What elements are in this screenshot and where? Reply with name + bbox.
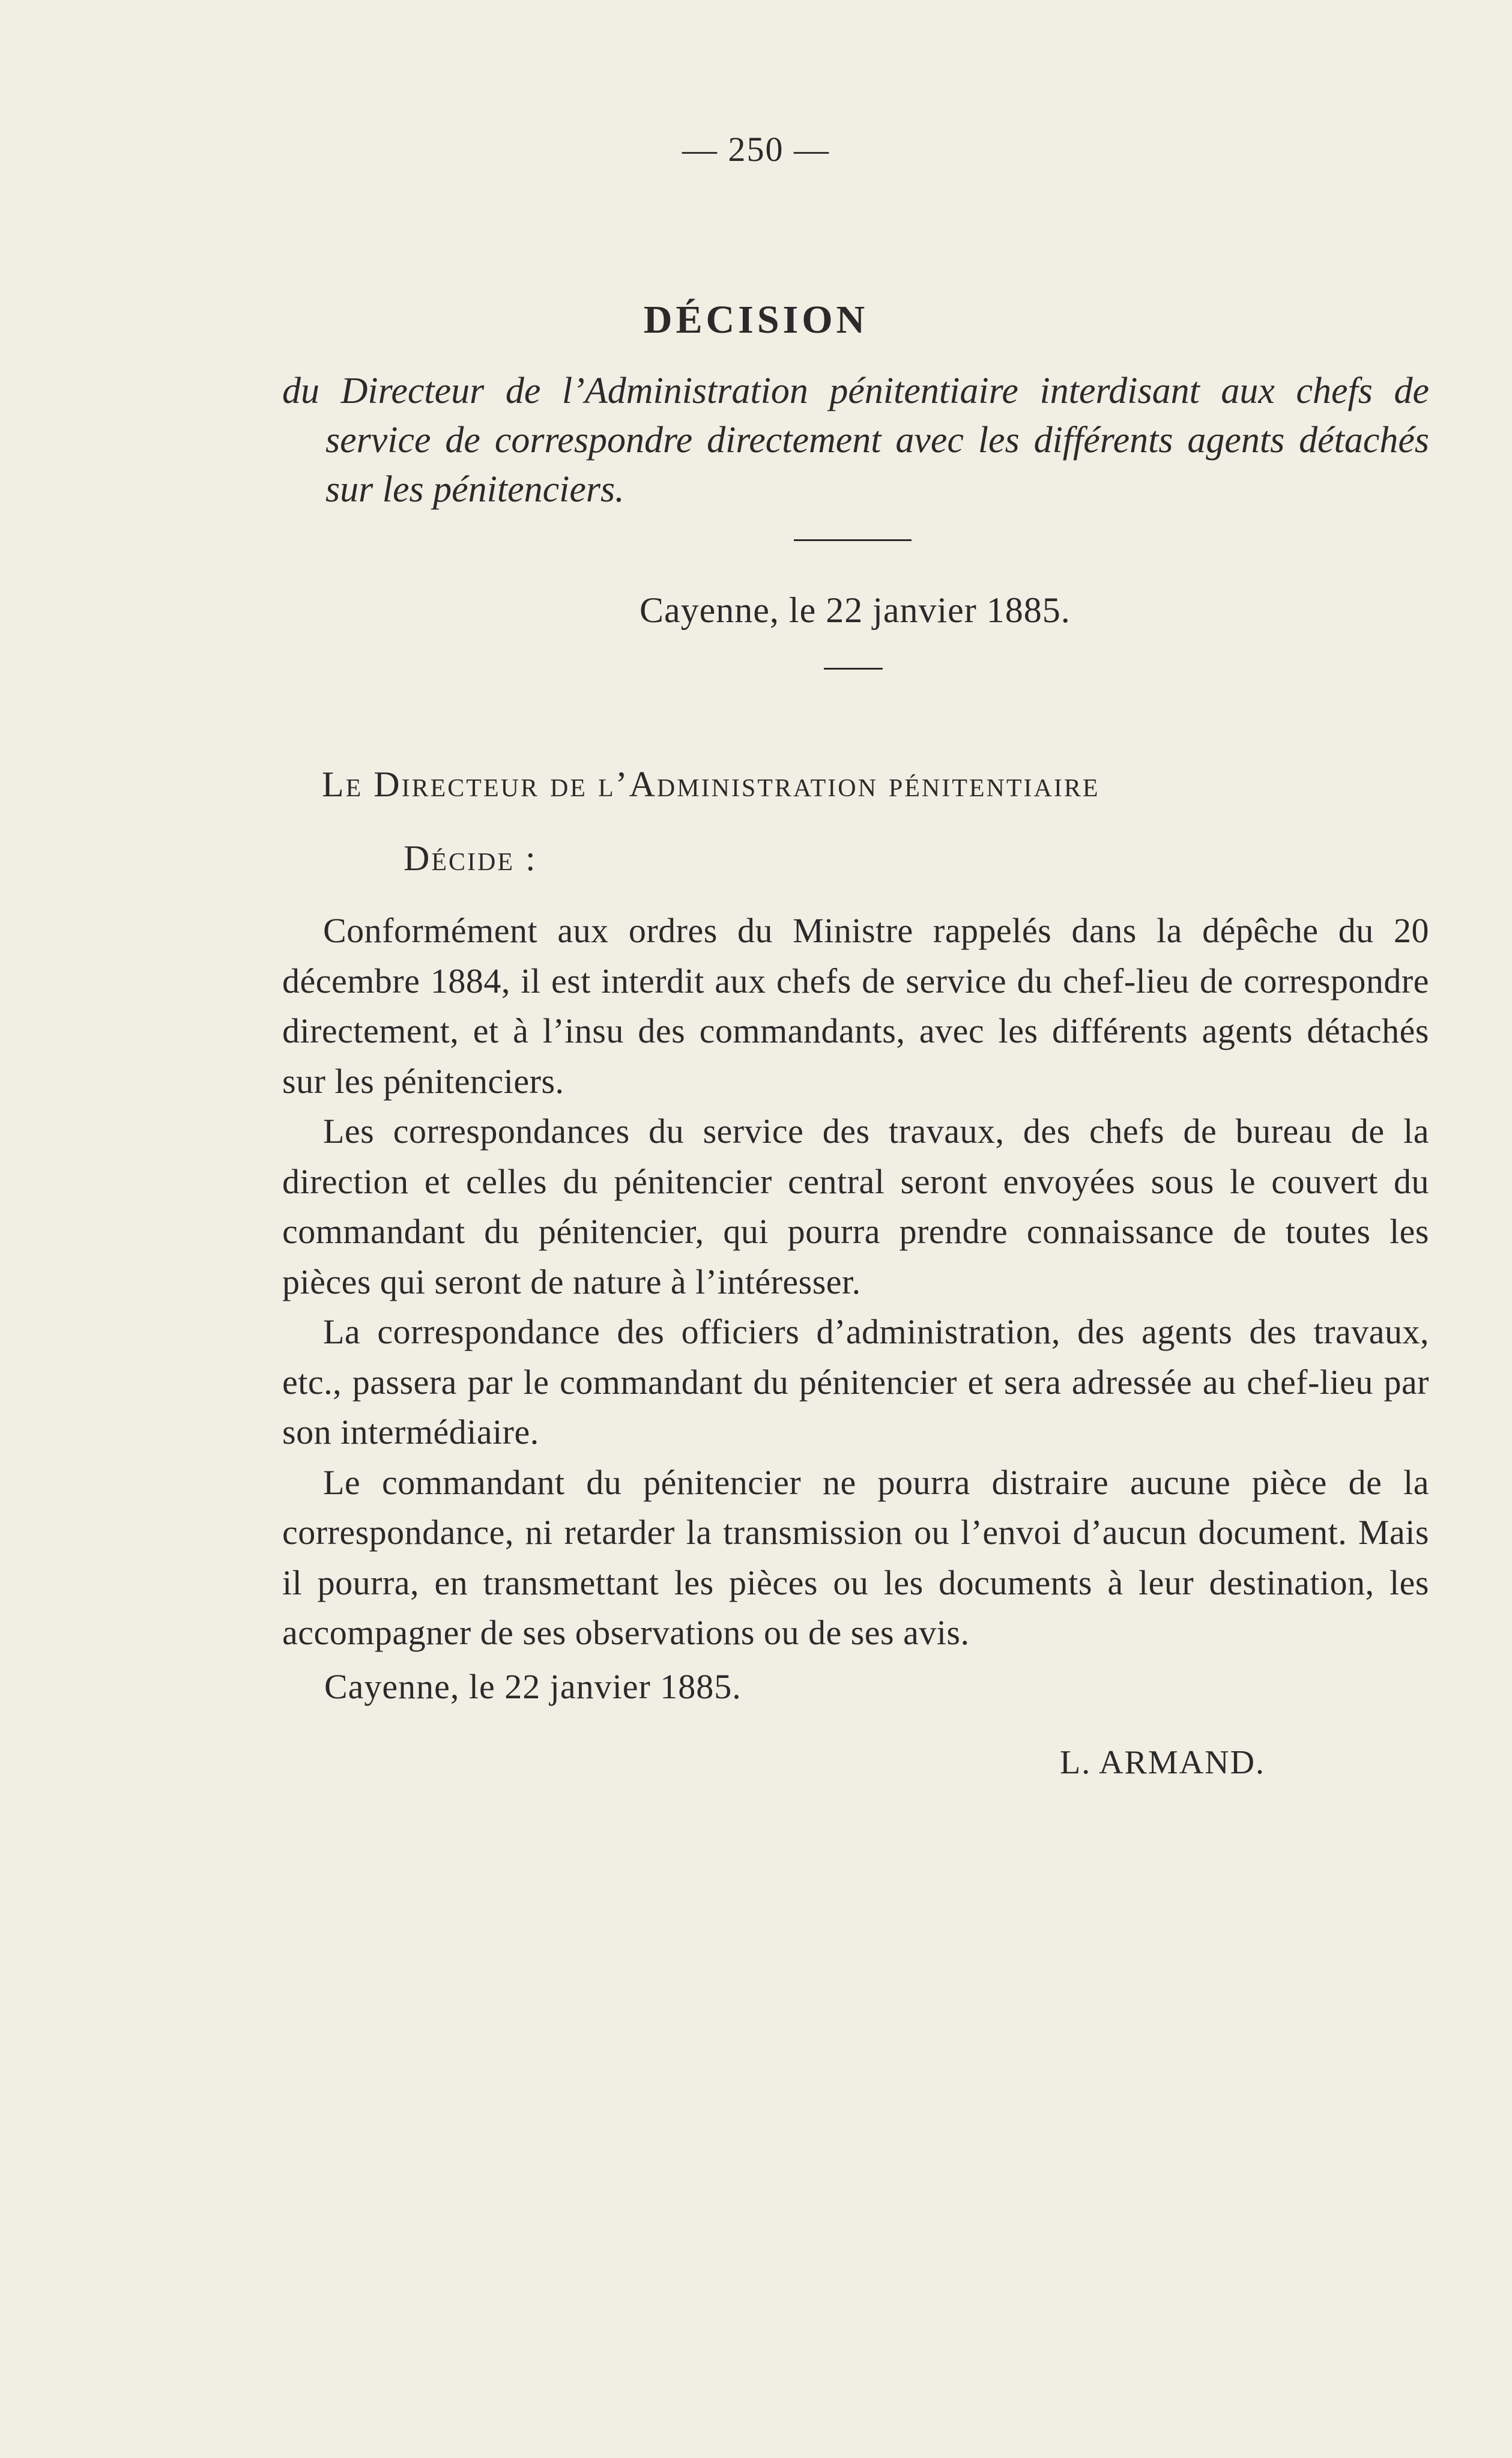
paragraph: Conformément aux ordres du Ministre rappelés dans la dépêche du 20 décembre 1884, il est interdit aux chefs de service du chef-lieu de correspondre directement, et à l’insu des commandants, avec les différents agents détachés sur les pénitenciers.	[282, 911, 1429, 1101]
separator-rule	[794, 539, 912, 541]
document-subtitle	[282, 366, 1429, 514]
paragraph: La correspondance des officiers d’administration, des agents des travaux, etc., passera par le commandant du pénitencier et sera adressée au chef-lieu par son intermédiaire.	[282, 1312, 1429, 1451]
dateline: Cayenne, le 22 janvier 1885.	[640, 590, 1071, 630]
signature: L. ARMAND.	[1060, 1744, 1266, 1781]
subtitle-text: du Directeur de l’Administration pénitentiaire interdisant aux chefs de service de correspondre directement avec les différents agents détachés sur les pénitenciers.	[282, 371, 1429, 510]
paragraph: Les correspondances du service des travaux, des chefs de bureau de la direction et celles du pénitencier central seront envoyées sous le couvert du commandant du pénitencier, qui pourra prendre connaissance de toutes les pièces qui seront de nature à l’intéresser.	[282, 1112, 1429, 1301]
paragraph: Le commandant du pénitencier ne pourra distraire aucune pièce de la correspondance, ni retarder la transmission ou l’envoi d’aucun document. Mais il pourra, en transmettant les pièces ou les documents à leur destination, les accompagner de ses observations ou de ses avis.	[282, 1462, 1429, 1652]
signoff-date: Cayenne, le 22 janvier 1885.	[324, 1667, 742, 1706]
decision-body	[282, 906, 1429, 1658]
separator-rule-short	[824, 668, 883, 670]
decide-heading: Décide :	[404, 838, 537, 878]
document-title: DÉCISION	[643, 298, 869, 342]
issuer-heading: Le Directeur de l’Administration pénitentiaire	[322, 764, 1100, 804]
page-number: — 250 —	[682, 130, 830, 169]
